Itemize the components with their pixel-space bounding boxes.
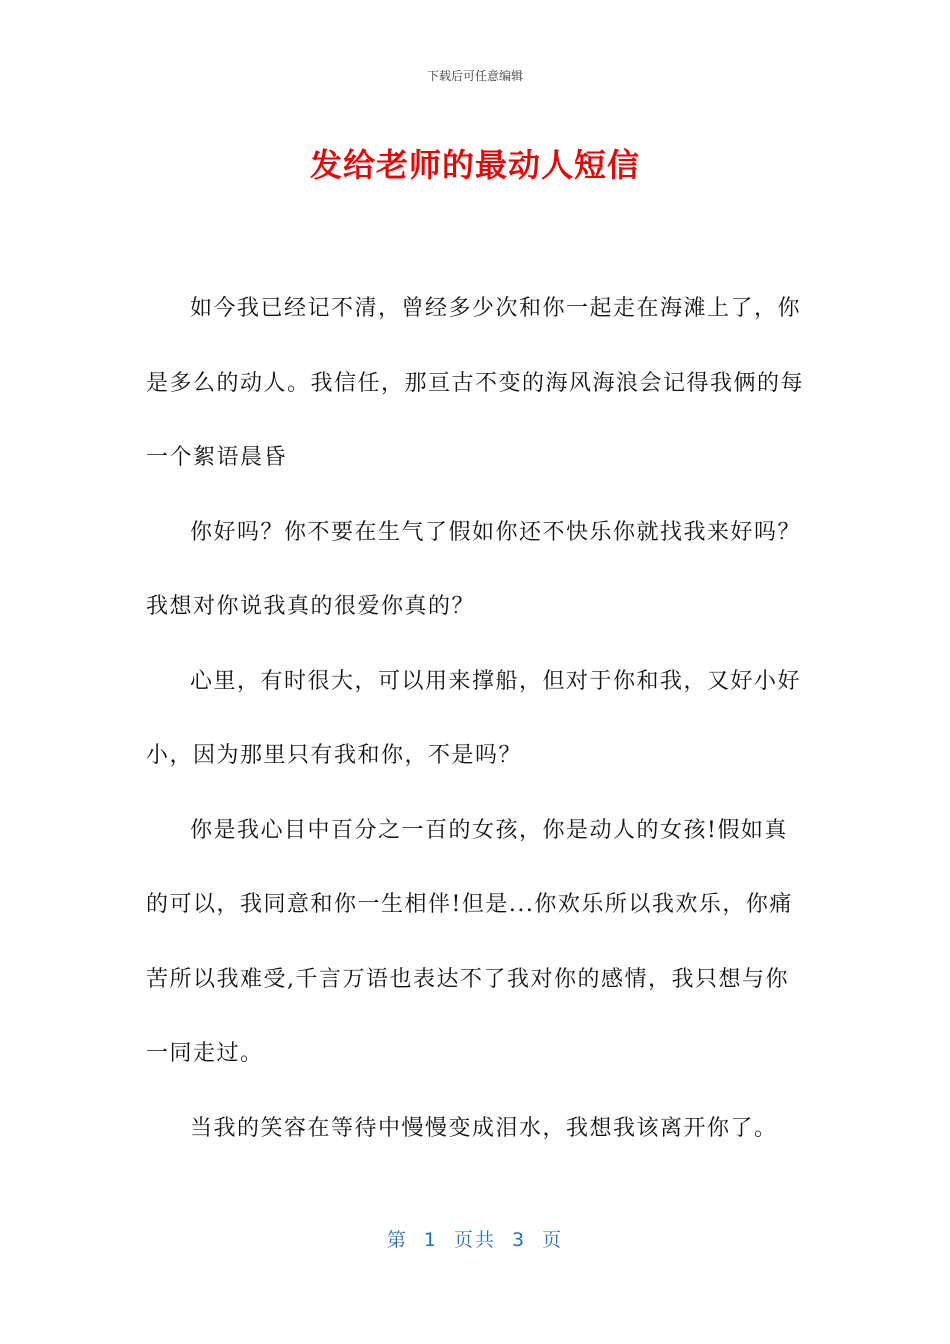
page-number-label: 第 1 页共 3 页 [386, 1229, 564, 1251]
paragraph-1: 如今我已经记不清，曾经多少次和你一起走在海滩上了，你是多么的动人。我信任，那亘古不变的海风海浪会记得我俩的每一个絮语晨昏 [146, 296, 805, 470]
paragraph-4: 你是我心目中百分之一百的女孩，你是动人的女孩!假如真的可以，我同意和你一生相伴!但是...你欢乐所以我欢乐，你痛苦所以我难受,千言万语也表达不了我对你的感情，我只想与你一同走过。 [146, 817, 793, 1066]
document-body [146, 272, 806, 1166]
paragraph-3: 心里，有时很大，可以用来撑船，但对于你和我，又好小好小，因为那里只有我和你，不是吗？ [146, 668, 802, 768]
document-title: 发给老师的最动人短信 [309, 146, 640, 184]
paragraph-2: 你好吗？你不要在生气了假如你还不快乐你就找我来好吗？我想对你说我真的很爱你真的？ [146, 519, 802, 619]
page-footer [0, 1225, 950, 1252]
header-note: 下载后可任意编辑 [426, 69, 523, 83]
paragraph-5: 当我的笑容在等待中慢慢变成泪水，我想我该离开你了。 [190, 1115, 778, 1141]
